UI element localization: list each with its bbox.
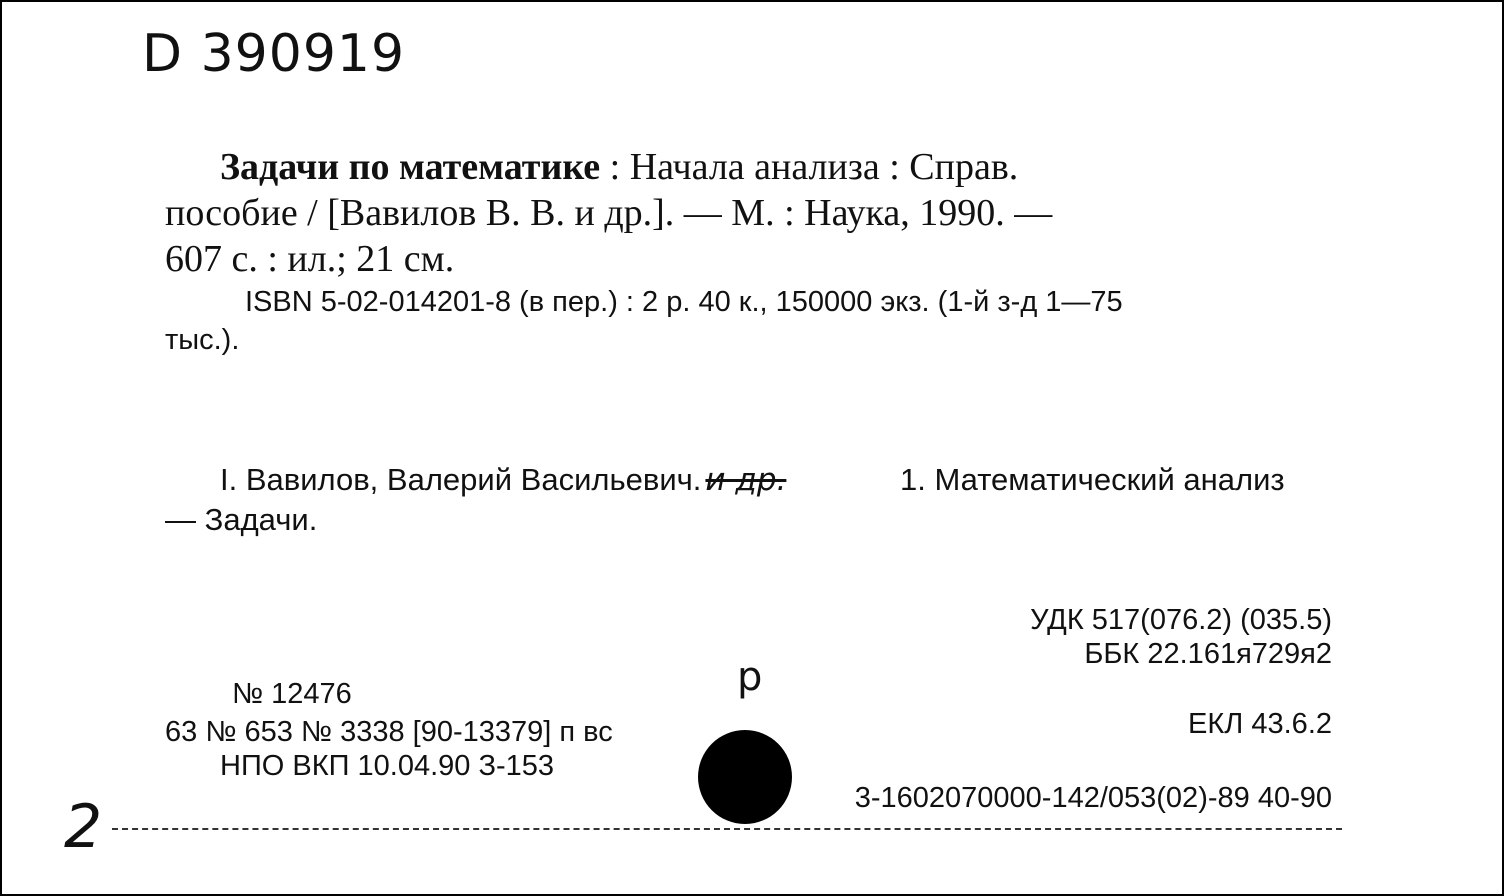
price-code: 3-1602070000-142/053(02)-89 40-90 xyxy=(854,782,1332,814)
inventory-code: D 390919 xyxy=(142,24,406,84)
title-bold: Задачи по математике xyxy=(220,146,601,188)
udk-code: УДК 517(076.2) (035.5) xyxy=(1030,604,1332,636)
isbn-line-cont: тыс.). xyxy=(165,324,240,356)
subject-entry: 1. Математический анализ xyxy=(900,462,1285,497)
handwritten-annotation: и др. xyxy=(705,462,787,498)
bbk-code: ББК 22.161я729я2 xyxy=(1084,638,1332,670)
handwritten-p: р xyxy=(737,654,763,700)
isbn-line: ISBN 5-02-014201-8 (в пер.) : 2 р. 40 к., 150000 экз. (1-й з-д 1—75 xyxy=(245,286,1123,318)
added-entry-author: I. Вавилов, Валерий Васильевич. xyxy=(220,462,702,497)
order-line: 63 № 653 № 3338 [90-13379] п вс xyxy=(165,716,613,748)
title-rest: : Начала анализа : Справ. xyxy=(600,146,1019,188)
handwritten-mark: 2 xyxy=(64,792,103,862)
ekl-code: ЕКЛ 43.6.2 xyxy=(1188,708,1332,740)
bottom-rule xyxy=(112,828,1342,830)
npo-line: НПО ВКП 10.04.90 З-153 xyxy=(220,750,555,782)
card-number: № 12476 xyxy=(232,678,352,710)
punch-hole xyxy=(698,730,792,824)
added-entry xyxy=(220,462,786,498)
subject-entry-cont: — Задачи. xyxy=(165,502,318,537)
title-line-3: 607 с. : ил.; 21 см. xyxy=(165,238,455,280)
title-line-2: пособие / [Вавилов В. В. и др.]. — М. : Наука, 1990. — xyxy=(165,192,1053,234)
title-line-1 xyxy=(220,144,1018,190)
